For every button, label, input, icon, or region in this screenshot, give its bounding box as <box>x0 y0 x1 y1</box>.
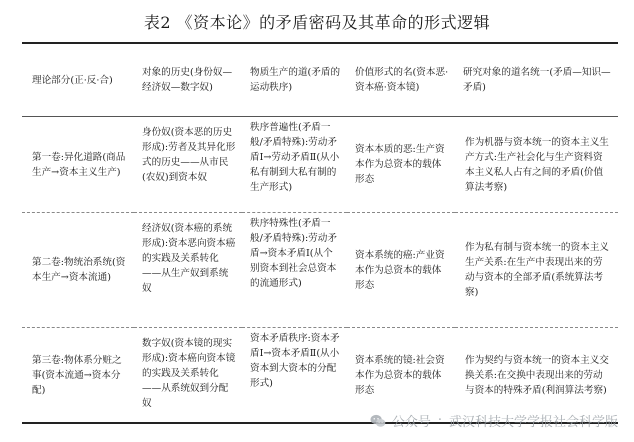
header-material-production: 物质生产的道(矛盾的运动秩序) <box>250 67 341 94</box>
header-theory-part: 理论部分(正·反·合) <box>32 74 113 86</box>
header-unity: 研究对象的道名统一(矛盾—知识—矛盾) <box>463 67 611 94</box>
row-value-form: 资本本质的恶:生产资本作为总资本的载体形态 <box>355 144 445 185</box>
row-material-production: 秩序特殊性(矛盾一般/矛盾特殊):劳动矛盾→资本矛盾Ⅰ(从个别资本到社会总资本的流通形式) <box>250 217 337 289</box>
header-row <box>22 43 618 116</box>
watermark-separator: · <box>437 413 442 428</box>
row-value-form: 资本系统的癌:产业资本作为总资本的载体形态 <box>355 249 445 291</box>
row-theory-part: 第一卷:异化道路(商品生产→资本主义生产) <box>32 151 126 178</box>
watermark <box>369 411 618 430</box>
table-row <box>22 116 618 212</box>
header-object-history: 对象的历史(身份奴—经济奴—数字奴) <box>142 67 233 94</box>
row-object-history: 经济奴(资本癌的系统形成):资本恶向资本癌的实践及关系转化——从生产奴到系统奴 <box>142 222 236 294</box>
row-theory-part: 第三卷:物体系分赃之事(资本流通→资本分配) <box>32 354 122 396</box>
row-theory-part: 第二卷:物统治系统(资本生产→资本流通) <box>32 257 126 283</box>
contradiction-table <box>22 42 618 424</box>
row-unity: 作为私有制与资本统一的资本主义生产关系:在生产中表现出来的劳动与资本的全部矛盾(系统算法考察) <box>465 242 609 298</box>
row-material-production: 资本矛盾秩序:资本矛盾Ⅰ→资本矛盾Ⅱ(从小资本到大资本的分配形式) <box>250 332 340 389</box>
header-value-form: 价值形式的名(资本恶·资本癌·资本镜) <box>355 67 449 94</box>
row-object-history: 身份奴(资本恶的历史形成):劳者及其异化形式的历史——从市民(农奴)到资本奴 <box>142 126 236 183</box>
watermark-source: 公众号 <box>391 415 431 430</box>
row-value-form: 资本系统的镜:社会资本作为总资本的载体形态 <box>355 354 445 396</box>
row-unity: 作为契约与资本统一的资本主义交换关系:在交换中表现出来的劳动与资本的特殊矛盾(利润算法考察) <box>465 354 609 396</box>
watermark-journal: 武汉科技大学学报社会科学版 <box>448 415 618 430</box>
row-material-production: 秩序普遍性(矛盾一般/矛盾特殊):劳动矛盾Ⅰ→劳动矛盾Ⅱ(从小私有制到大私有制的生产形式) <box>250 121 340 193</box>
wechat-icon <box>369 412 387 430</box>
table-title: 表2 《资本论》的矛盾密码及其革命的形式逻辑 <box>143 13 491 32</box>
row-object-history: 数字奴(资本镜的现实形成):资本癌向资本镜的实践及关系转化——从系统奴到分配奴 <box>142 337 236 409</box>
table-row <box>22 327 618 423</box>
table-row <box>22 212 618 327</box>
row-unity: 作为机器与资本统一的资本主义生产方式:生产社会化与生产资料资本主义私人占有之间的矛盾(价值算法考察) <box>465 136 609 193</box>
